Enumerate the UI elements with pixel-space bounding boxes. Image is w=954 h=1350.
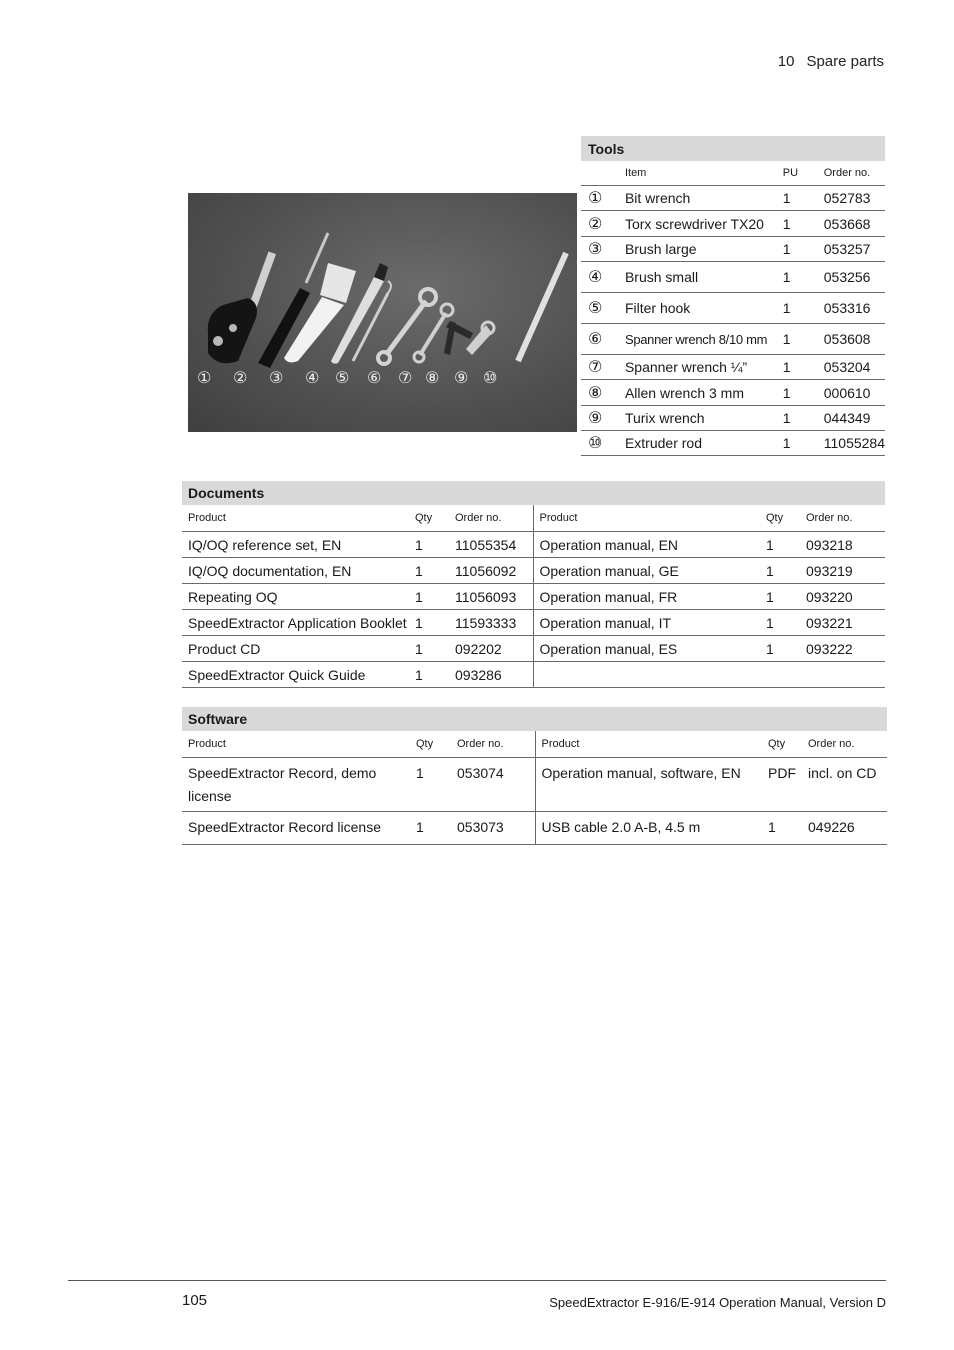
row-number: ⑥ — [581, 324, 625, 355]
product-qty: 1 — [415, 636, 455, 662]
product-qty: 1 — [415, 610, 455, 636]
product-qty: 1 — [766, 532, 806, 558]
item-pu: 1 — [783, 431, 824, 456]
item-order-no: 053256 — [824, 262, 885, 293]
product-qty: 1 — [415, 558, 455, 584]
col-product: Product — [182, 505, 415, 532]
item-order-no: 053204 — [824, 355, 885, 380]
product-name: USB cable 2.0 A-B, 4.5 m — [535, 812, 768, 845]
chapter-number: 10 — [777, 53, 795, 70]
item-pu: 1 — [783, 324, 824, 355]
product-qty — [766, 662, 806, 688]
item-order-no: 052783 — [824, 186, 885, 211]
product-name: Operation manual, EN — [533, 532, 766, 558]
photo-callouts — [188, 368, 577, 388]
item-order-no: 053608 — [824, 324, 885, 355]
row-number: ④ — [581, 262, 625, 293]
item-pu: 1 — [783, 237, 824, 262]
item-pu: 1 — [783, 211, 824, 237]
product-name: Repeating OQ — [182, 584, 415, 610]
row-number: ③ — [581, 237, 625, 262]
product-order-no: 093221 — [806, 610, 885, 636]
item-name: Turix wrench — [625, 406, 783, 431]
page-number: 105 — [182, 1292, 208, 1309]
table-row — [581, 355, 885, 380]
software-header-row — [182, 731, 887, 758]
item-pu: 1 — [783, 380, 824, 406]
product-qty: 1 — [766, 584, 806, 610]
product-name: SpeedExtractor Record, demo license — [182, 758, 416, 812]
software-title: Software — [182, 707, 887, 731]
product-order-no: 11056093 — [455, 584, 533, 610]
product-qty: 1 — [766, 636, 806, 662]
product-order-no: 093220 — [806, 584, 885, 610]
item-name: Extruder rod — [625, 431, 783, 456]
row-number: ⑩ — [581, 431, 625, 456]
bit-wrench-icon — [208, 251, 276, 363]
callout-9: ⑨ — [454, 370, 469, 387]
callout-1: ① — [197, 370, 212, 387]
item-order-no: 053668 — [824, 211, 885, 237]
item-pu: 1 — [783, 293, 824, 324]
col-order: Order no. — [455, 505, 533, 532]
extruder-rod-icon — [518, 253, 566, 361]
item-name: Filter hook — [625, 293, 783, 324]
callout-3: ③ — [269, 370, 284, 387]
product-order-no: 053073 — [457, 812, 535, 845]
item-name: Torx screwdriver TX20 — [625, 211, 783, 237]
product-name: SpeedExtractor Application Booklet — [182, 610, 415, 636]
product-name: IQ/OQ documentation, EN — [182, 558, 415, 584]
table-row — [182, 758, 887, 812]
item-order-no: 11055284 — [824, 431, 885, 456]
table-row — [182, 532, 885, 558]
row-number: ⑤ — [581, 293, 625, 324]
chapter-title: Spare parts — [806, 53, 884, 70]
col-item: Item — [625, 161, 783, 186]
callout-8: ⑧ — [425, 370, 440, 387]
product-order-no: 092202 — [455, 636, 533, 662]
table-row — [581, 211, 885, 237]
table-row — [581, 237, 885, 262]
col-order: Order no. — [808, 731, 887, 758]
product-order-no: 093218 — [806, 532, 885, 558]
item-name: Bit wrench — [625, 186, 783, 211]
product-order-no: 11056092 — [455, 558, 533, 584]
tools-illustration — [188, 193, 577, 432]
product-name: Operation manual, FR — [533, 584, 766, 610]
item-name: Spanner wrench 8/10 mm — [625, 324, 783, 355]
callout-4: ④ — [305, 370, 320, 387]
table-row — [581, 324, 885, 355]
product-name: SpeedExtractor Record license — [182, 812, 416, 845]
product-order-no — [806, 662, 885, 688]
tools-header-row — [581, 161, 885, 186]
document-title: SpeedExtractor E-916/E-914 Operation Manual, Version D — [549, 1295, 886, 1310]
product-qty: 1 — [416, 758, 457, 812]
col-num — [581, 161, 625, 186]
item-order-no: 000610 — [824, 380, 885, 406]
table-row — [182, 610, 885, 636]
item-pu: 1 — [783, 262, 824, 293]
table-row — [182, 636, 885, 662]
col-qty: Qty — [768, 731, 808, 758]
product-name: Operation manual, IT — [533, 610, 766, 636]
table-row — [182, 584, 885, 610]
product-qty: 1 — [415, 532, 455, 558]
product-order-no: 093286 — [455, 662, 533, 688]
running-header — [778, 53, 884, 70]
footer-rule — [68, 1280, 886, 1281]
item-name: Brush small — [625, 262, 783, 293]
item-order-no: 053316 — [824, 293, 885, 324]
col-qty: Qty — [416, 731, 457, 758]
table-row — [581, 262, 885, 293]
item-order-no: 044349 — [824, 406, 885, 431]
product-order-no: 093222 — [806, 636, 885, 662]
product-order-no: 11055354 — [455, 532, 533, 558]
product-order-no: 049226 — [808, 812, 887, 845]
product-order-no: 093219 — [806, 558, 885, 584]
product-name: SpeedExtractor Quick Guide — [182, 662, 415, 688]
product-name — [533, 662, 766, 688]
table-row — [581, 293, 885, 324]
item-name: Allen wrench 3 mm — [625, 380, 783, 406]
table-row — [182, 812, 887, 845]
product-order-no: 053074 — [457, 758, 535, 812]
row-number: ② — [581, 211, 625, 237]
table-row — [581, 380, 885, 406]
callout-6: ⑥ — [367, 370, 382, 387]
product-qty: 1 — [416, 812, 457, 845]
documents-header-row — [182, 505, 885, 532]
col-order: Order no. — [806, 505, 885, 532]
col-pu: PU — [783, 161, 824, 186]
row-number: ⑧ — [581, 380, 625, 406]
item-pu: 1 — [783, 186, 824, 211]
table-row — [581, 186, 885, 211]
product-qty: 1 — [766, 558, 806, 584]
table-row — [581, 431, 885, 456]
row-number: ① — [581, 186, 625, 211]
documents-title: Documents — [182, 481, 885, 505]
tools-photo — [188, 193, 577, 432]
product-qty: 1 — [768, 812, 808, 845]
product-name: Operation manual, GE — [533, 558, 766, 584]
item-pu: 1 — [783, 355, 824, 380]
tools-title: Tools — [581, 136, 885, 161]
product-name: Operation manual, software, EN — [535, 758, 768, 812]
item-name: Brush large — [625, 237, 783, 262]
documents-table — [182, 481, 885, 688]
product-name: Operation manual, ES — [533, 636, 766, 662]
table-row — [182, 662, 885, 688]
product-name: Product CD — [182, 636, 415, 662]
col-order: Order no. — [824, 161, 885, 186]
callout-7: ⑦ — [398, 370, 413, 387]
spanner-8-10-icon — [378, 289, 436, 364]
product-qty: 1 — [766, 610, 806, 636]
product-order-no: 11593333 — [455, 610, 533, 636]
item-order-no: 053257 — [824, 237, 885, 262]
product-qty: 1 — [415, 662, 455, 688]
col-order: Order no. — [457, 731, 535, 758]
item-name: Spanner wrench ¼” — [625, 355, 783, 380]
callout-10: ⑩ — [483, 370, 498, 387]
item-pu: 1 — [783, 406, 824, 431]
col-qty: Qty — [415, 505, 455, 532]
row-number: ⑨ — [581, 406, 625, 431]
product-name: IQ/OQ reference set, EN — [182, 532, 415, 558]
table-row — [182, 558, 885, 584]
product-qty: 1 — [415, 584, 455, 610]
col-qty: Qty — [766, 505, 806, 532]
product-order-no: incl. on CD — [808, 758, 887, 812]
product-qty: PDF — [768, 758, 808, 812]
col-product: Product — [533, 505, 766, 532]
col-product: Product — [182, 731, 416, 758]
callout-5: ⑤ — [335, 370, 350, 387]
table-row — [581, 406, 885, 431]
col-product: Product — [535, 731, 768, 758]
software-table — [182, 707, 887, 845]
tools-table — [581, 136, 885, 456]
row-number: ⑦ — [581, 355, 625, 380]
callout-2: ② — [233, 370, 248, 387]
